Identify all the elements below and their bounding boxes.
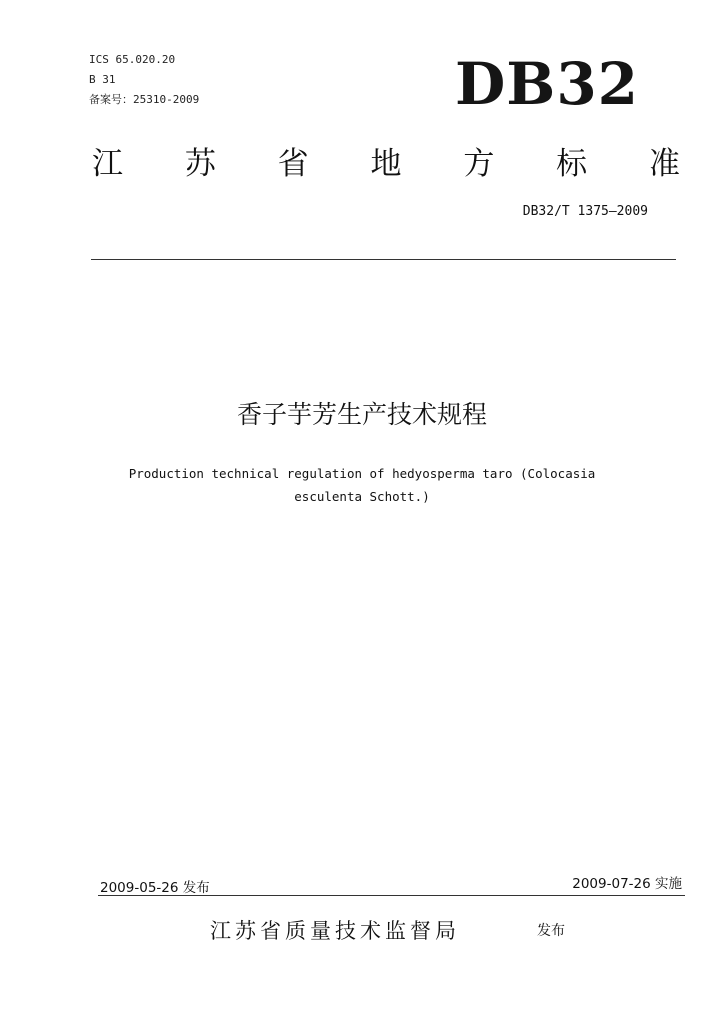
title-chinese: 香子芋芳生产技术规程 <box>236 400 487 429</box>
issue-date: 2009-05-26 发布 <box>100 880 210 896</box>
standard-type-char: 地 <box>370 146 402 182</box>
implementation-date: 2009-07-26 实施 <box>572 876 682 892</box>
standard-type-title <box>92 138 680 183</box>
db32-logo: DB32 <box>455 50 640 118</box>
title-english-line: esculenta Schott.) <box>294 489 430 504</box>
standard-type-char: 方 <box>463 146 495 182</box>
standard-type-char: 苏 <box>184 146 216 182</box>
standard-number: DB32/T 1375—2009 <box>522 204 648 219</box>
standard-type-char: 省 <box>277 146 309 182</box>
issuing-suffix: 发布 <box>537 923 565 939</box>
record-number: 备案号：25310-2009 <box>89 93 200 106</box>
classification-code: B 31 <box>89 73 116 86</box>
document-meta <box>89 50 199 110</box>
ics-code: ICS 65.020.20 <box>89 53 176 66</box>
standard-type-char: 标 <box>556 146 588 182</box>
standard-type-char: 准 <box>648 146 680 182</box>
top-divider <box>91 259 676 260</box>
issuing-authority: 江苏省质量技术监督局 <box>210 919 460 943</box>
standard-type-char: 江 <box>92 146 123 182</box>
bottom-divider <box>98 895 685 896</box>
title-english-line: Production technical regulation of hedyosperma taro (Colocasia <box>128 466 596 481</box>
title-english <box>0 462 724 508</box>
